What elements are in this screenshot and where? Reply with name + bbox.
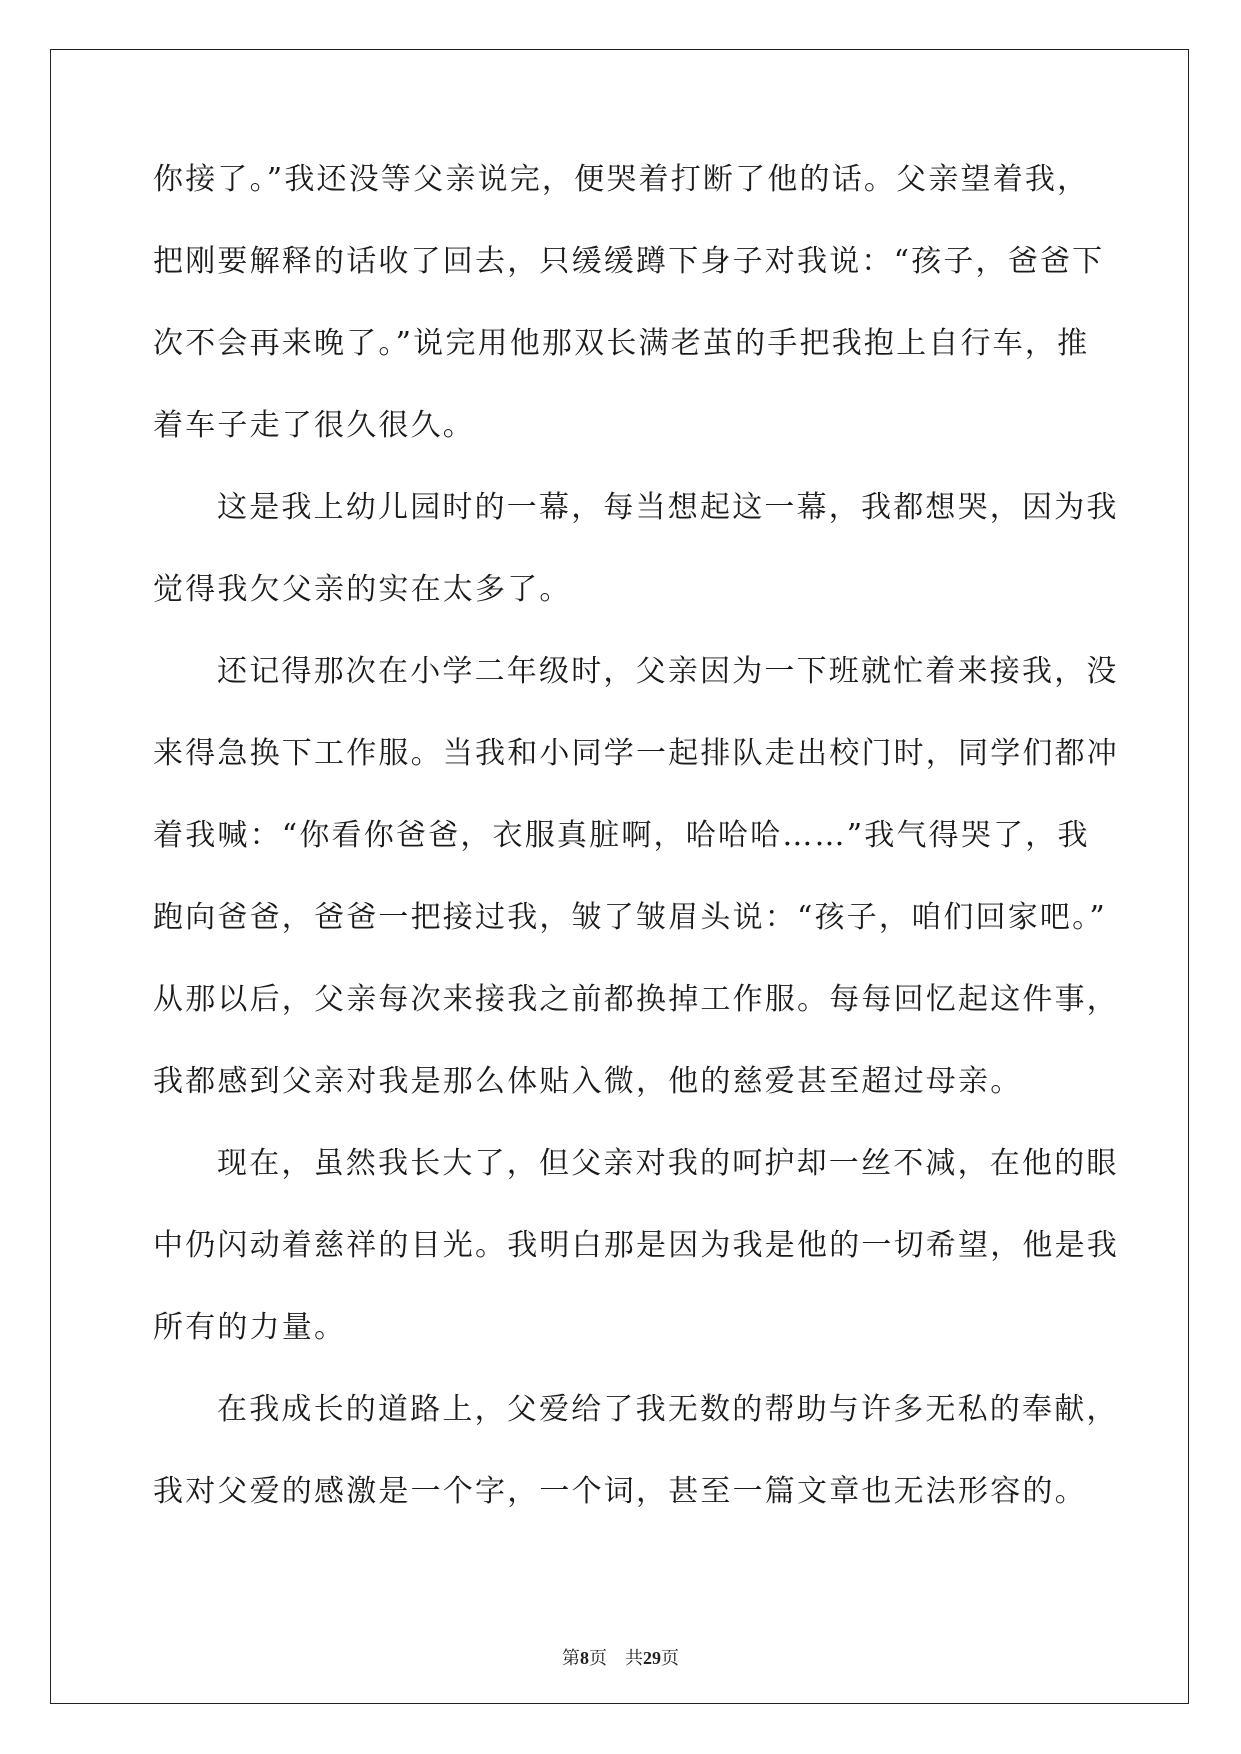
page-suffix: 页 [589, 1648, 607, 1668]
total-prefix: 共 [625, 1648, 643, 1668]
paragraph-start-line: 现在，虽然我长大了，但父亲对我的呵护却一丝不减，在他的眼 [217, 1146, 1119, 1181]
text-line: 跑向爸爸，爸爸一把接过我，皱了皱眉头说：“孩子，咱们回家吧。” [153, 900, 1107, 935]
text-line: 次不会再来晚了。”说完用他那双长满老茧的手把我抱上自行车，推 [153, 326, 1090, 361]
page-footer [0, 1644, 1241, 1670]
document-body [153, 156, 1119, 1550]
paragraph-start-line: 还记得那次在小学二年级时，父亲因为一下班就忙着来接我，没 [217, 654, 1119, 689]
text-line: 着我喊：“你看你爸爸，衣服真脏啊，哈哈哈……”我气得哭了，我 [153, 818, 1090, 853]
paragraph-start-line: 这是我上幼儿园时的一幕，每当想起这一幕，我都想哭，因为我 [217, 490, 1119, 525]
page-number: 8 [580, 1648, 589, 1668]
text-line: 我都感到父亲对我是那么体贴入微，他的慈爱甚至超过母亲。 [153, 1064, 1023, 1099]
page-prefix: 第 [562, 1648, 580, 1668]
text-line: 来得急换下工作服。当我和小同学一起排队走出校门时，同学们都冲 [153, 736, 1119, 771]
text-line: 着车子走了很久很久。 [153, 408, 475, 443]
text-line: 所有的力量。 [153, 1310, 347, 1345]
text-line: 中仍闪动着慈祥的目光。我明白那是因为我是他的一切希望，他是我 [153, 1228, 1119, 1263]
total-pages: 29 [643, 1648, 661, 1668]
text-line: 你接了。”我还没等父亲说完，便哭着打断了他的话。父亲望着我， [153, 162, 1090, 197]
paragraph-start-line: 在我成长的道路上，父爱给了我无数的帮助与许多无私的奉献， [217, 1392, 1119, 1427]
text-line: 觉得我欠父亲的实在太多了。 [153, 572, 572, 607]
text-line: 我对父爱的感激是一个字，一个词，甚至一篇文章也无法形容的。 [153, 1474, 1087, 1509]
text-line: 把刚要解释的话收了回去，只缓缓蹲下身子对我说：“孩子，爸爸下 [153, 244, 1105, 279]
text-line: 从那以后，父亲每次来接我之前都换掉工作服。每每回忆起这件事， [153, 982, 1119, 1017]
total-suffix: 页 [661, 1648, 679, 1668]
